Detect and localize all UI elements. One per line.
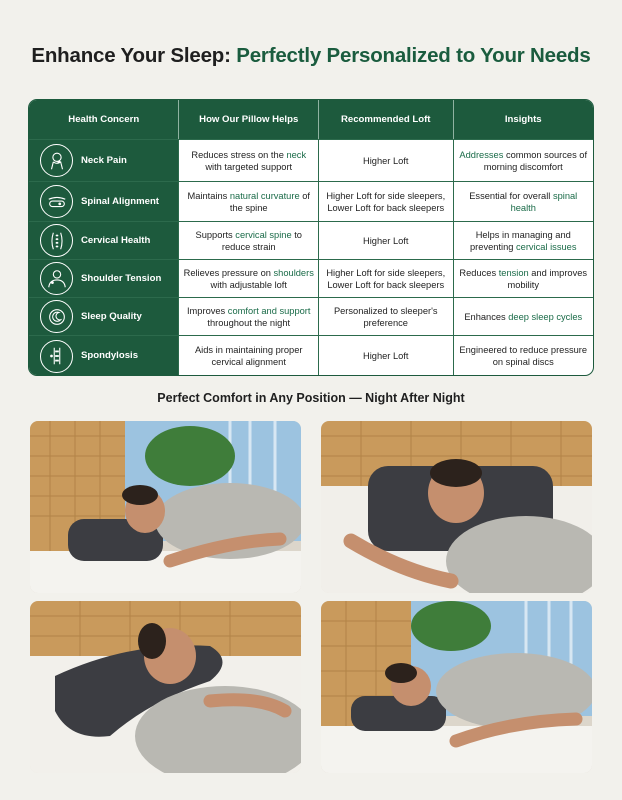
page-title bbox=[0, 44, 622, 68]
cervical-spine-icon bbox=[40, 224, 73, 257]
pillow-help-highlight: cervical spine bbox=[235, 229, 292, 240]
health-concerns-table bbox=[28, 99, 594, 376]
insight-highlight: spinal health bbox=[510, 190, 578, 213]
shoulder-icon bbox=[40, 262, 73, 295]
table-row bbox=[29, 221, 593, 259]
title-part-2: Perfectly Personalized to Your Needs bbox=[236, 44, 591, 67]
health-concern-cell bbox=[29, 222, 178, 259]
table-row bbox=[29, 335, 593, 376]
pillow-help-text: Improves bbox=[186, 305, 228, 316]
pillow-help-text-end: of the spine bbox=[229, 190, 310, 213]
insights-cell bbox=[453, 298, 594, 335]
pillow-help-text: Reduces stress on the bbox=[191, 149, 287, 160]
pillow-help-highlight: comfort and support bbox=[227, 305, 311, 316]
pillow-help-cell bbox=[178, 140, 318, 181]
column-header: How Our Pillow Helps bbox=[178, 100, 318, 139]
pillow-help-highlight: natural curvature bbox=[229, 190, 300, 201]
health-concern-label: Neck Pain bbox=[81, 154, 127, 166]
insight-text: Helps in managing and preventing bbox=[470, 229, 571, 252]
insight-text: Engineered to reduce pressure on spinal discs bbox=[459, 345, 588, 367]
moon-icon bbox=[40, 300, 73, 333]
side-sleeper-photo-2 bbox=[321, 421, 592, 593]
side-sleeper-photo-3 bbox=[321, 601, 592, 773]
column-header: Recommended Loft bbox=[318, 100, 453, 139]
table-header-row bbox=[29, 100, 593, 139]
insight-text-end: and improves mobility bbox=[507, 267, 588, 290]
side-sleeper-photo-1 bbox=[30, 421, 301, 593]
insights-cell bbox=[453, 140, 594, 181]
pillow-help-text-end: with adjustable loft bbox=[210, 279, 287, 290]
health-concern-cell bbox=[29, 140, 178, 181]
table-row bbox=[29, 259, 593, 297]
pillow-help-text: Supports bbox=[195, 229, 236, 240]
column-header: Insights bbox=[453, 100, 594, 139]
pillow-help-cell bbox=[178, 260, 318, 297]
pillow-help-text: Aids in maintaining proper cervical alignment bbox=[194, 345, 303, 367]
recommended-loft-cell: Higher Loft for side sleepers, Lower Loft for back sleepers bbox=[318, 260, 453, 297]
health-concern-label: Shoulder Tension bbox=[81, 272, 162, 284]
recommended-loft-cell: Higher Loft bbox=[318, 140, 453, 181]
health-concern-cell bbox=[29, 336, 178, 376]
insights-cell bbox=[453, 222, 594, 259]
health-concern-cell bbox=[29, 182, 178, 221]
health-concern-cell bbox=[29, 260, 178, 297]
health-concern-label: Sleep Quality bbox=[81, 310, 142, 322]
pillow-help-text: Maintains bbox=[187, 190, 230, 201]
back-sleeper-photo bbox=[30, 601, 301, 773]
pillow-help-cell bbox=[178, 298, 318, 335]
insight-highlight: Addresses bbox=[459, 149, 504, 160]
insight-highlight: cervical issues bbox=[516, 241, 577, 252]
pillow-help-text: Relieves pressure on bbox=[183, 267, 274, 278]
recommended-loft-cell: Personalized to sleeper's preference bbox=[318, 298, 453, 335]
title-part-1: Enhance Your Sleep: bbox=[31, 44, 231, 67]
recommended-loft-cell: Higher Loft bbox=[318, 336, 453, 376]
insight-text-end: common sources of morning discomfort bbox=[483, 149, 588, 172]
pillow-help-text-end: with targeted support bbox=[205, 161, 293, 172]
table-row bbox=[29, 139, 593, 181]
pillow-help-highlight: shoulders bbox=[273, 267, 314, 278]
insight-text: Enhances bbox=[464, 311, 509, 322]
spondylosis-icon bbox=[40, 340, 73, 373]
table-row bbox=[29, 181, 593, 221]
column-header: Health Concern bbox=[68, 113, 140, 125]
insights-cell bbox=[453, 336, 594, 376]
health-concern-label: Spondylosis bbox=[81, 350, 139, 361]
insights-cell bbox=[453, 260, 594, 297]
insight-highlight: tension bbox=[498, 267, 529, 278]
table-row bbox=[29, 297, 593, 335]
recommended-loft-cell: Higher Loft for side sleepers, Lower Loft for back sleepers bbox=[318, 182, 453, 221]
pillow-help-text-end: to reduce strain bbox=[221, 229, 302, 252]
recommended-loft-cell: Higher Loft bbox=[318, 222, 453, 259]
health-concern-label: Spinal Alignment bbox=[81, 195, 159, 207]
spine-alignment-icon bbox=[40, 185, 73, 218]
neck-icon bbox=[40, 144, 73, 177]
pillow-help-text-end: throughout the night bbox=[207, 317, 291, 328]
pillow-help-highlight: neck bbox=[286, 149, 307, 160]
insight-text: Essential for overall bbox=[469, 190, 553, 201]
insight-highlight: deep sleep cycles bbox=[508, 311, 583, 322]
health-concern-label: Cervical Health bbox=[81, 234, 151, 246]
pillow-help-cell bbox=[178, 222, 318, 259]
gallery-subtitle: Perfect Comfort in Any Position — Night After Night bbox=[157, 391, 465, 405]
health-concern-cell bbox=[29, 298, 178, 335]
insights-cell bbox=[453, 182, 594, 221]
pillow-help-cell bbox=[178, 336, 318, 376]
table-body bbox=[29, 139, 593, 376]
insight-text: Reduces bbox=[459, 267, 499, 278]
pillow-help-cell bbox=[178, 182, 318, 221]
